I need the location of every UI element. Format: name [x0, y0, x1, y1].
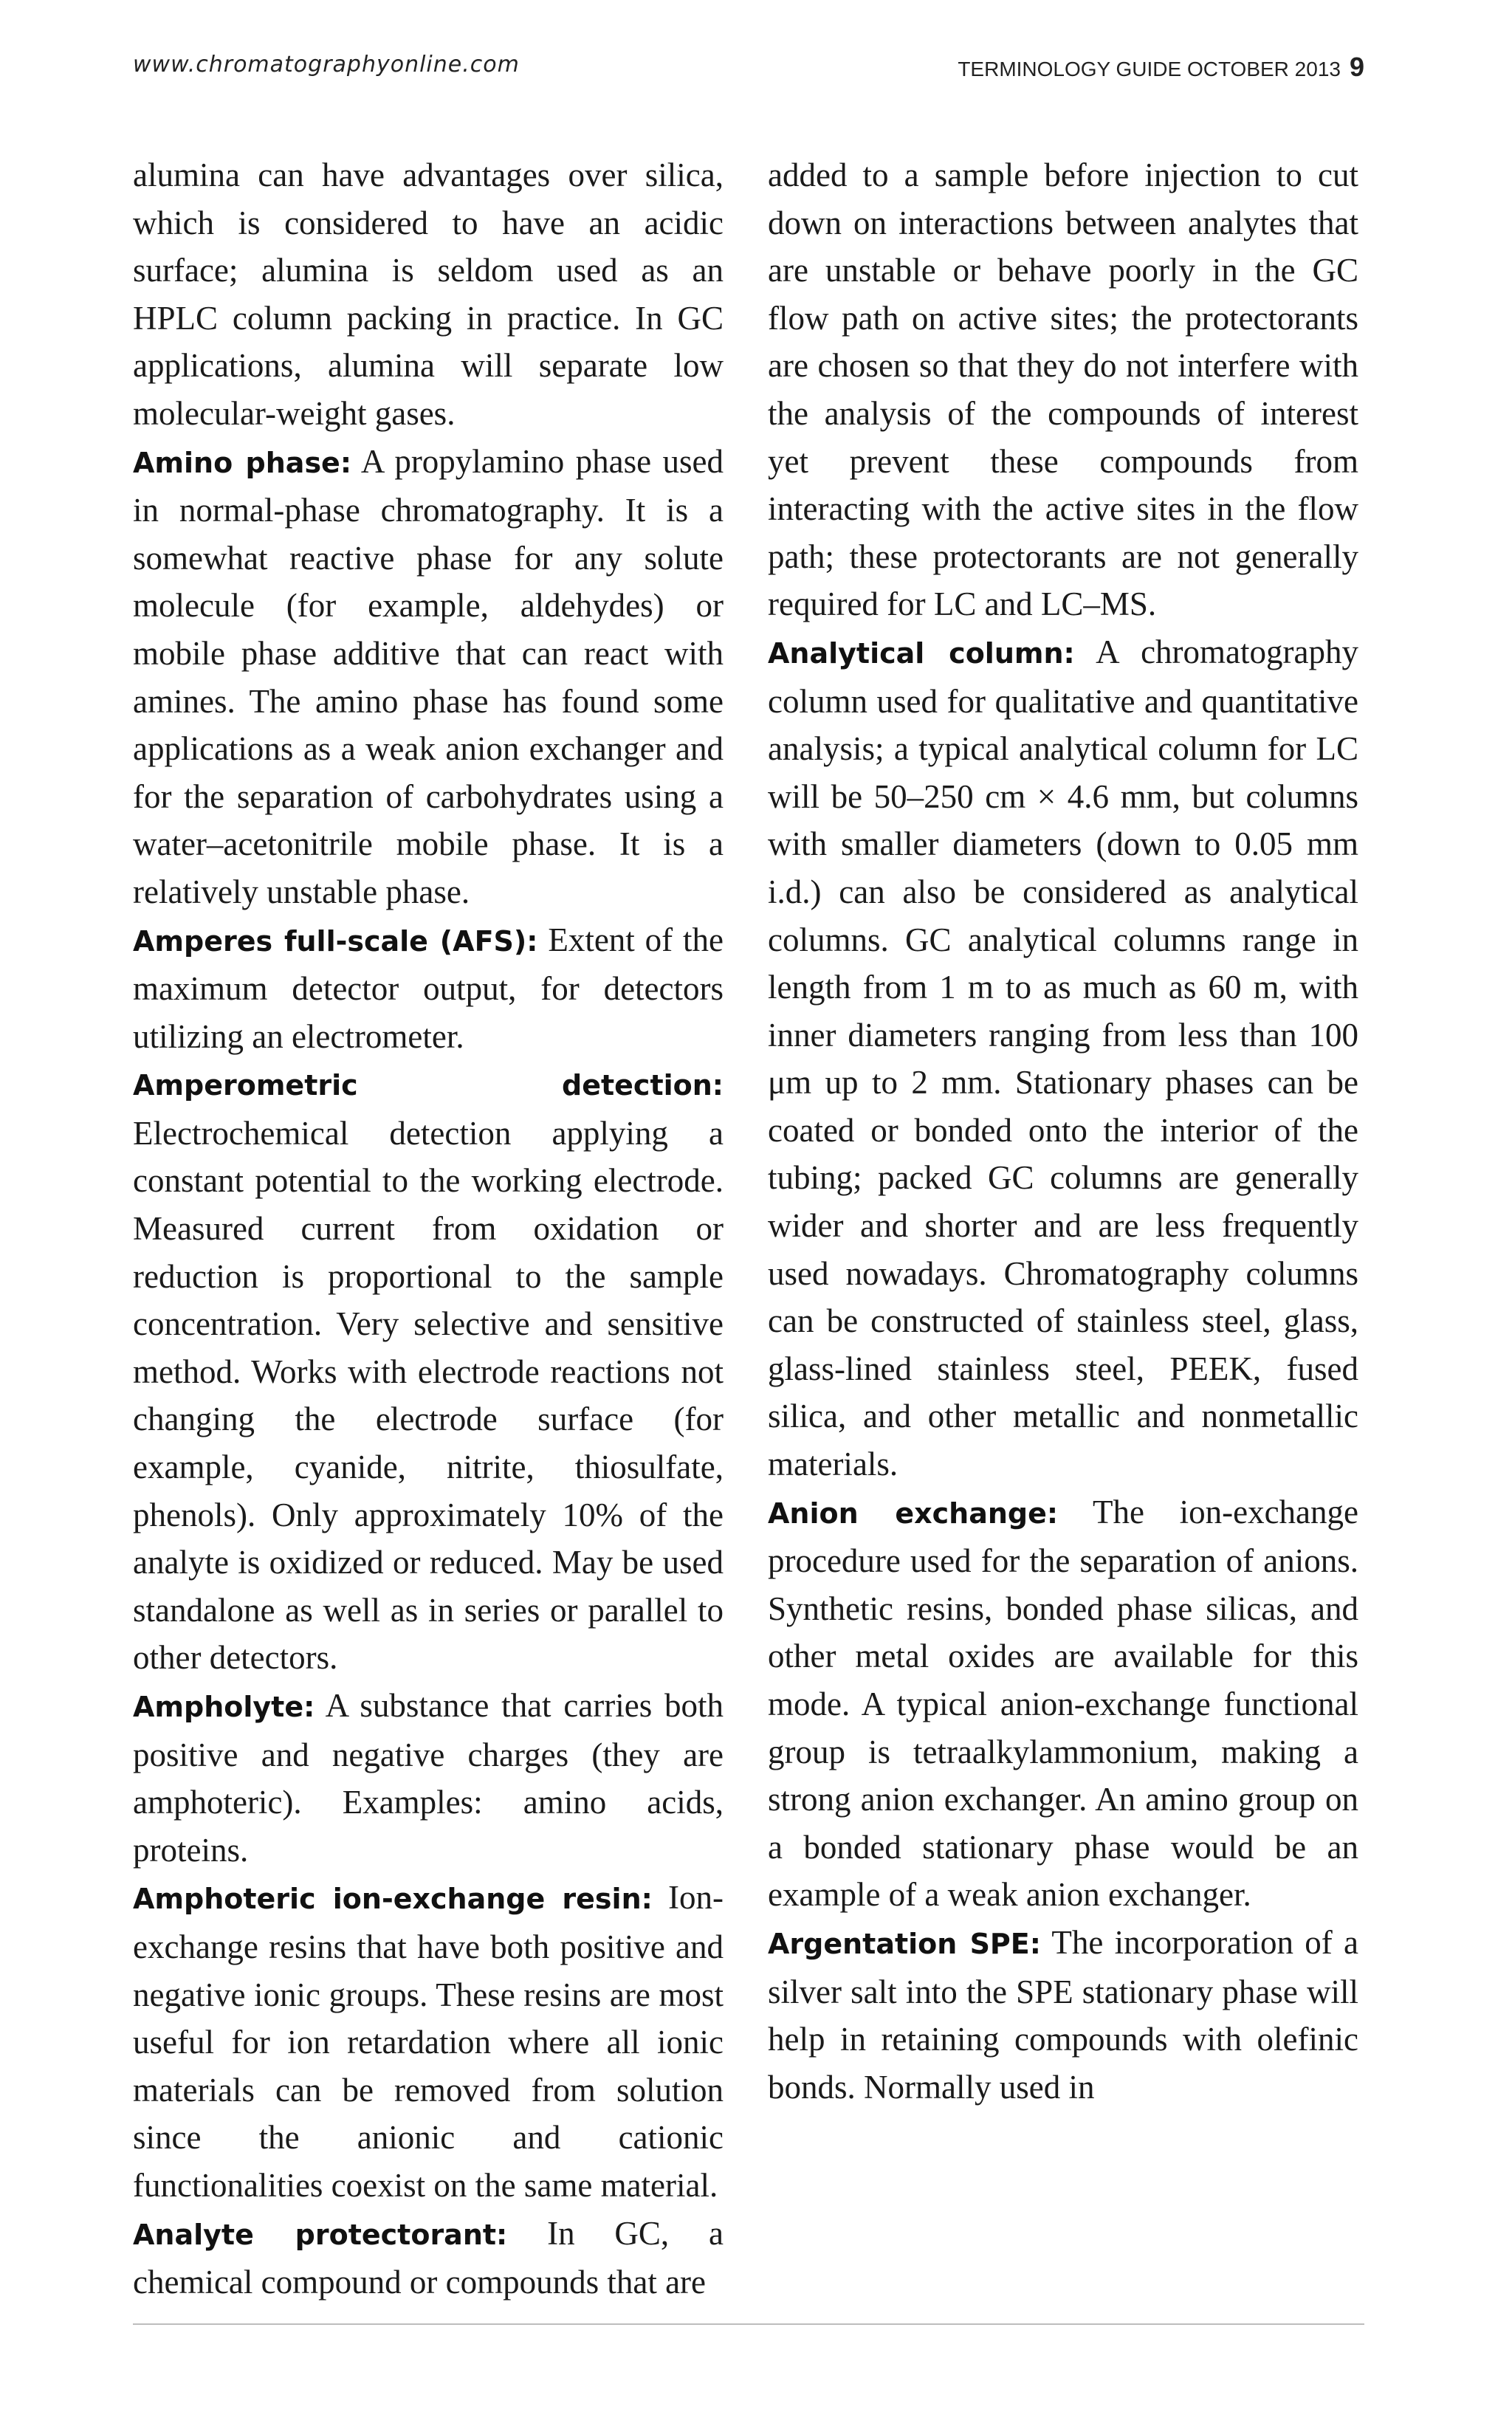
entry-amino-phase — [133, 438, 724, 916]
entry-text: A substance that carries both positive and negative charges (they are amphoteric). Examples: amino acids, proteins. — [133, 1687, 724, 1869]
entry-text: added to a sample before injection to cut down on interactions between analytes that are unstable or behave poorly in the GC flow path on active sites; the protectorants are chosen so that they do not interfere with the analysis of the compounds of interest yet prevent these compounds from interacting with the active sites in the flow path; these protectorants are not generally required for LC and LC–MS. — [768, 157, 1358, 623]
entry-text: The incorporation of a silver salt into the SPE stationary phase will help in retaining compounds with olefinic bonds. Normally used in — [768, 1923, 1359, 2106]
entry-amperometric-detection — [133, 1060, 724, 1682]
website-url[interactable]: www.chromatographyonline.com — [133, 52, 520, 78]
footer-divider — [133, 2323, 1364, 2325]
entry-continued — [133, 151, 724, 438]
entry-term: Amphoteric ion-exchange resin: — [133, 1883, 653, 1916]
entry-analyte-protectorant — [133, 2210, 724, 2306]
section-title: TERMINOLOGY GUIDE OCTOBER 2013 — [958, 58, 1341, 80]
right-column — [768, 151, 1358, 2111]
entry-text: Ion-exchange resins that have both positive and negative ionic groups. These resins are most useful for ion retardation where all ionic materials can be removed from solution since the anionic and cationic functionalities coexist on the same material. — [133, 1879, 724, 2204]
left-column — [133, 151, 724, 2306]
entry-text: In GC, a chemical compound or compounds that are — [133, 2214, 724, 2301]
entry-ampholyte — [133, 1682, 724, 1874]
entry-term: Amperes full-scale (AFS): — [133, 924, 538, 958]
page-header — [133, 52, 1364, 96]
entry-amperes-full-scale — [133, 916, 724, 1061]
entry-text: A chromatography column used for qualitative and quantitative analysis; a typical analytical column for LC will be 50–250 cm × 4.6 mm, but columns with smaller diameters (down to 0.05 mm i.d.) can also be considered as analytical columns. GC analytical columns range in length from 1 m to as much as 60 m, with inner diameters ranging from less than 100 μm up to 2 mm. Stationary phases can be coated or bonded onto the interior of the tubing; packed GC columns are generally wider and shorter and are less frequently used nowadays. Chromatography columns can be constructed of stainless steel, glass, glass-lined stainless steel, PEEK, fused silica, and other metallic and nonmetallic materials. — [768, 633, 1358, 1483]
entry-continued — [768, 151, 1358, 628]
entry-amphoteric-resin — [133, 1874, 724, 2209]
entry-anion-exchange — [768, 1488, 1358, 1919]
entry-term: Amino phase: — [133, 446, 352, 479]
page-number: 9 — [1349, 52, 1364, 82]
entry-term: Ampholyte: — [133, 1691, 315, 1723]
entry-argentation-spe — [768, 1919, 1358, 2111]
entry-text: alumina can have advantages over silica, which is considered to have an acidic surface; alumina is seldom used as an HPLC column packing in practice. In GC applications, alumina will separate low molecular-weight gases. — [133, 157, 724, 432]
entry-term: Anion exchange: — [768, 1497, 1059, 1530]
entry-text: Electrochemical detection applying a constant potential to the working electrode. Measured current from oxidation or reduction is proportional to the sample concentration. Very selective and sensitive method. Works with electrode reactions not changing the electrode surface (for example, cyanide, nitrite, thiosulfate, phenols). Only approximately 10% of the analyte is oxidized or reduced. May be used standalone as well as in series or parallel to other detectors. — [133, 1114, 724, 1677]
entry-text: Extent of the maximum detector output, for detectors utilizing an electrometer. — [133, 921, 724, 1055]
entry-term: Analyte protectorant: — [133, 2218, 508, 2251]
running-head — [958, 52, 1364, 83]
entry-analytical-column — [768, 628, 1358, 1488]
entry-term: Analytical column: — [768, 636, 1075, 670]
entry-text: The ion-exchange procedure used for the separation of anions. Synthetic resins, bonded phase silicas, and other metal oxides are available for this mode. A typical anion-exchange functional group is tetraalkylammonium, making a strong anion exchanger. An amino group on a bonded stationary phase would be an example of a weak anion exchanger. — [768, 1493, 1358, 1914]
entry-term: Argentation SPE: — [768, 1927, 1041, 1960]
entry-term: Amperometric detection: — [133, 1069, 724, 1102]
entry-text: A propylamino phase used in normal-phase chromatography. It is a somewhat reactive phase for any solute molecule (for example, aldehydes) or mobile phase additive that can react with amines. The amino phase has found some applications as a weak anion exchanger and for the separation of carbohydrates using a water–acetonitrile mobile phase. It is a relatively unstable phase. — [133, 442, 724, 910]
